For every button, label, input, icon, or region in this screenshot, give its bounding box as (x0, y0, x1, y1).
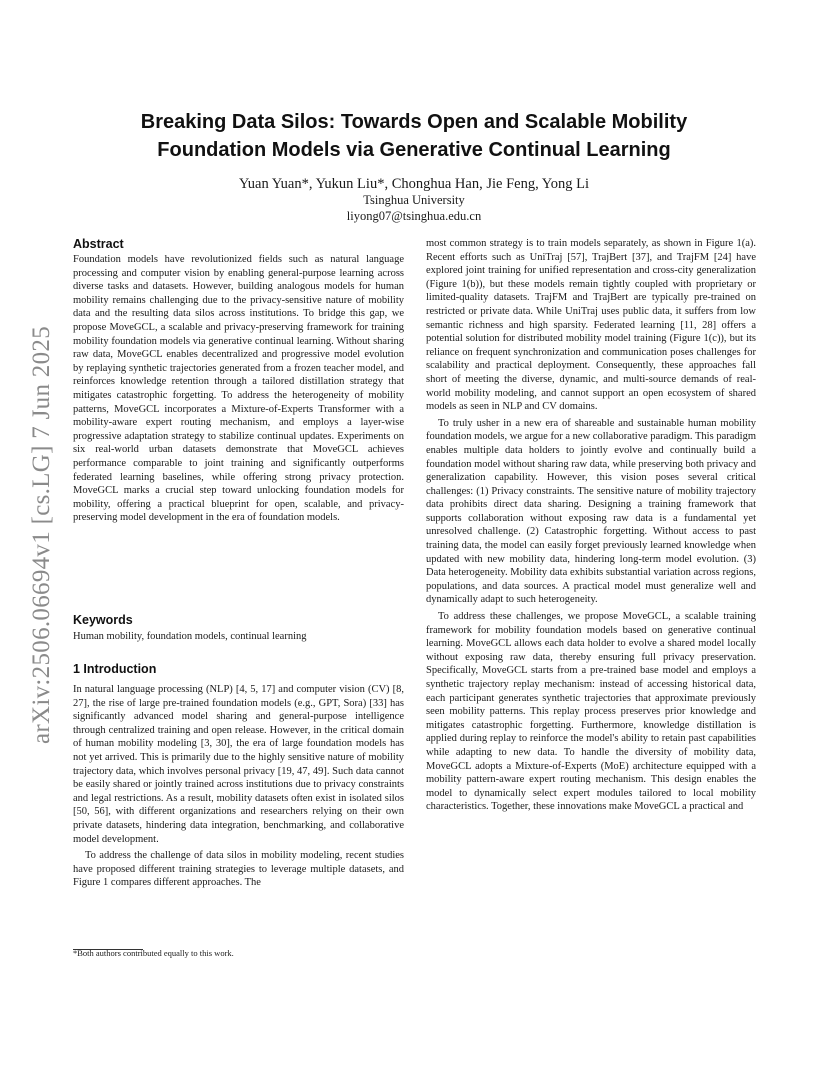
abstract-text (73, 253, 404, 525)
abstract-heading: Abstract (73, 237, 124, 251)
footnote (73, 949, 404, 959)
keywords-text (73, 630, 404, 644)
arxiv-identifier: arXiv:2506.06694v1 [cs.LG] 7 Jun 2025 (28, 326, 55, 744)
right-paragraph-1: most common strategy is to train models separately, as shown in Figure 1(a). Recent efforts such as UniTraj [57], TrajBert [37], and TrajFM [24] have explored joint training for unified representation and cross-city generalization (Figure 1(b)), but these models remain tightly coupled with proprietary or limited-quality datasets. TrajFM and TrajBert are typically pre-trained on restricted or private data. While UniTraj uses public data, it suffers from low semantic richness and high sparsity. Federated learning [11, 28] offers a potential solution for distributed mobility model training (Figure 1(c)), but its reliance on frequent synchronization and communication poses challenges for scalability and practical deployment. Consequently, these approaches fall short of meeting the diverse, dynamic, and multi-source demands of real-world mobility modeling, and cannot support an open ecosystem of shared models as seen in NLP and CV domains. (426, 238, 756, 413)
author-list: Yuan Yuan*, Yukun Liu*, Chonghua Han, Jie Feng, Yong Li (238, 176, 590, 192)
right-paragraph-3: To address these challenges, we propose MoveGCL, a scalable training framework for mobility foundation models based on generative continual learning. MoveGCL allows each data holder to evolve a shared model locally without exposing raw data, thereby ensuring full privacy preservation. Specifically, MoveGCL starts from a pre-trained base model and employs a synthetic trajectory replay mechanism: instead of accessing historical data, each participant generates synthetic trajectories that approximate previously seen mobility patterns. This replay process preserves prior knowledge and mitigates catastrophic forgetting. Furthermore, knowledge distillation is applied during replay to reinforce the model's ability to retain past capabilities while adapting to new data. To handle the diversity of mobility data, MoveGCL adopts a Mixture-of-Experts (MoE) architecture equipped with a mobility pattern-aware expert routing mechanism. This design enables the model to dynamically select expert modules tailored to local mobility characteristics. Together, these innovations make MoveGCL a practical and (426, 611, 756, 813)
intro-paragraph-1: In natural language processing (NLP) [4, 5, 17] and computer vision (CV) [8, 27], the rise of large pre-trained foundation models (e.g., GPT, Sora) [33] has significantly advanced model sharing and general-purpose intelligence through centralized training and open release. However, in the critical domain of human mobility modeling [3, 30], the era of large foundation models has not yet arrived. This is primarily due to the highly sensitive nature of mobility trajectory data, which involves personal privacy [19, 47, 49]. Such data cannot be easily shared or jointly trained across institutions due to privacy constraints and legal restrictions. As a result, mobility datasets often exist in isolated silos [50, 56], with different organizations and researchers relying on their own private datasets, hindering data integration, benchmarking, and collaborative model development. (73, 684, 404, 845)
right-column-text (426, 237, 756, 814)
contact-email: liyong07@tsinghua.edu.cn (346, 209, 482, 223)
keywords-heading: Keywords (73, 613, 133, 627)
paper-title (74, 108, 754, 164)
affiliation: Tsinghua University (363, 193, 465, 207)
introduction-heading: 1 Introduction (73, 662, 157, 676)
abstract-paragraph: Foundation models have revolutionized fields such as natural language processing and computer vision by enabling general-purpose learning across diverse tasks and datasets. However, building analogous models for human mobility remains challenging due to the privacy-sensitive nature of mobility data and the resulting data silos across institutions. To bridge this gap, we propose MoveGCL, a scalable and privacy-preserving framework for training mobility foundation models via generative continual learning. Without sharing raw data, MoveGCL enables decentralized and progressive model evolution by replaying synthetic trajectories generated from a frozen teacher model, and reinforces knowledge retention through a tailored distillation strategy that mitigates catastrophic forgetting. To address the heterogeneity of mobility patterns, MoveGCL incorporates a Mixture-of-Experts Transformer with a mobility-aware expert routing mechanism, and employs a layer-wise progressive adaptation strategy to stabilize continual updates. Experiments on six real-world urban datasets demonstrate that MoveGCL achieves performance comparable to joint training and significantly outperforms federated learning baselines, while offering strong privacy protection. MoveGCL marks a crucial step toward unlocking foundation models for mobility, offering a practical blueprint for open, scalable, and privacy-preserving model development in the era of foundation models. (73, 254, 404, 524)
right-paragraph-2: To truly usher in a new era of shareable and sustainable human mobility foundation models, we argue for a new collaborative paradigm. This paradigm enables multiple data holders to jointly evolve and continually build a foundation model without sharing raw data, while preserving both privacy and generalization capability. However, this vision poses several critical challenges: (1) Privacy constraints. The sensitive nature of mobility trajectory data prohibits direct data sharing. Designing a training framework that supports collaboration without exposing raw data is a fundamental yet unresolved challenge. (2) Catastrophic forgetting. Without access to past training data, the model can easily forget previously learned knowledge when updated with new mobility data, hindering long-term model evolution. (3) Data heterogeneity. Mobility data exhibits substantial variation across regions, populations, and data sources. A practical model must generalize well and dynamically adapt to such heterogeneity. (426, 417, 756, 606)
intro-paragraph-2: To address the challenge of data silos in mobility modeling, recent studies have proposed different training strategies to leverage multiple datasets, and Figure 1 compares different approaches. The (73, 850, 404, 889)
introduction-left-text (73, 683, 404, 890)
footnote-text: *Both authors contributed equally to this work. (73, 948, 234, 958)
keywords-list: Human mobility, foundation models, continual learning (73, 631, 307, 642)
title-line-2: Foundation Models via Generative Continual Learning (157, 139, 671, 161)
title-line-1: Breaking Data Silos: Towards Open and Scalable Mobility (140, 111, 688, 133)
